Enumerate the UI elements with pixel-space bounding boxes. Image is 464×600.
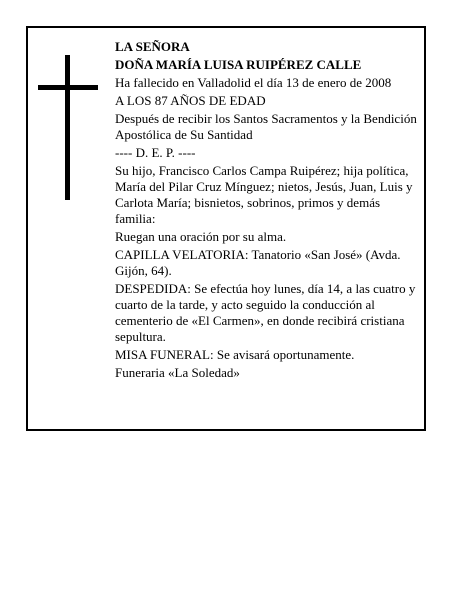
obituary-notice <box>26 26 426 431</box>
cross-horizontal-bar <box>38 85 98 90</box>
mass-info: MISA FUNERAL: Se avisará oportunamente. <box>115 347 355 362</box>
chapel-info: CAPILLA VELATORIA: Tanatorio «San José» (Avda. Gijón, 64). <box>115 247 401 278</box>
prayer-request: Ruegan una oración por su alma. <box>115 229 287 244</box>
deceased-name: DOÑA MARÍA LUISA RUIPÉREZ CALLE <box>115 57 362 72</box>
death-statement: Ha fallecido en Valladolid el día 13 de enero de 2008 <box>115 75 392 90</box>
notice-title: LA SEÑORA <box>115 39 190 54</box>
age-statement: A LOS 87 AÑOS DE EDAD <box>115 93 266 108</box>
farewell-info: DESPEDIDA: Se efectúa hoy lunes, día 14, a las cuatro y cuarto de la tarde, y acto seguido la conducción al cementerio de «El Carmen», en donde recibirá cristiana sepultura. <box>115 281 416 344</box>
sacraments-statement: Después de recibir los Santos Sacramentos y la Bendición Apostólica de Su Santidad <box>115 111 417 142</box>
family-list: Su hijo, Francisco Carlos Campa Ruipérez; hija política, María del Pilar Cruz Mínguez; nietos, Jesús, Juan, Luis y Carlota María; bisnietos, sobrinos, primos y demás familia: <box>115 163 413 226</box>
rip-line: ---- D. E. P. ---- <box>115 145 196 160</box>
funeral-home: Funeraria «La Soledad» <box>115 365 240 380</box>
notice-text <box>115 39 421 383</box>
cross-vertical-bar <box>65 55 70 200</box>
latin-cross-icon <box>38 55 98 200</box>
